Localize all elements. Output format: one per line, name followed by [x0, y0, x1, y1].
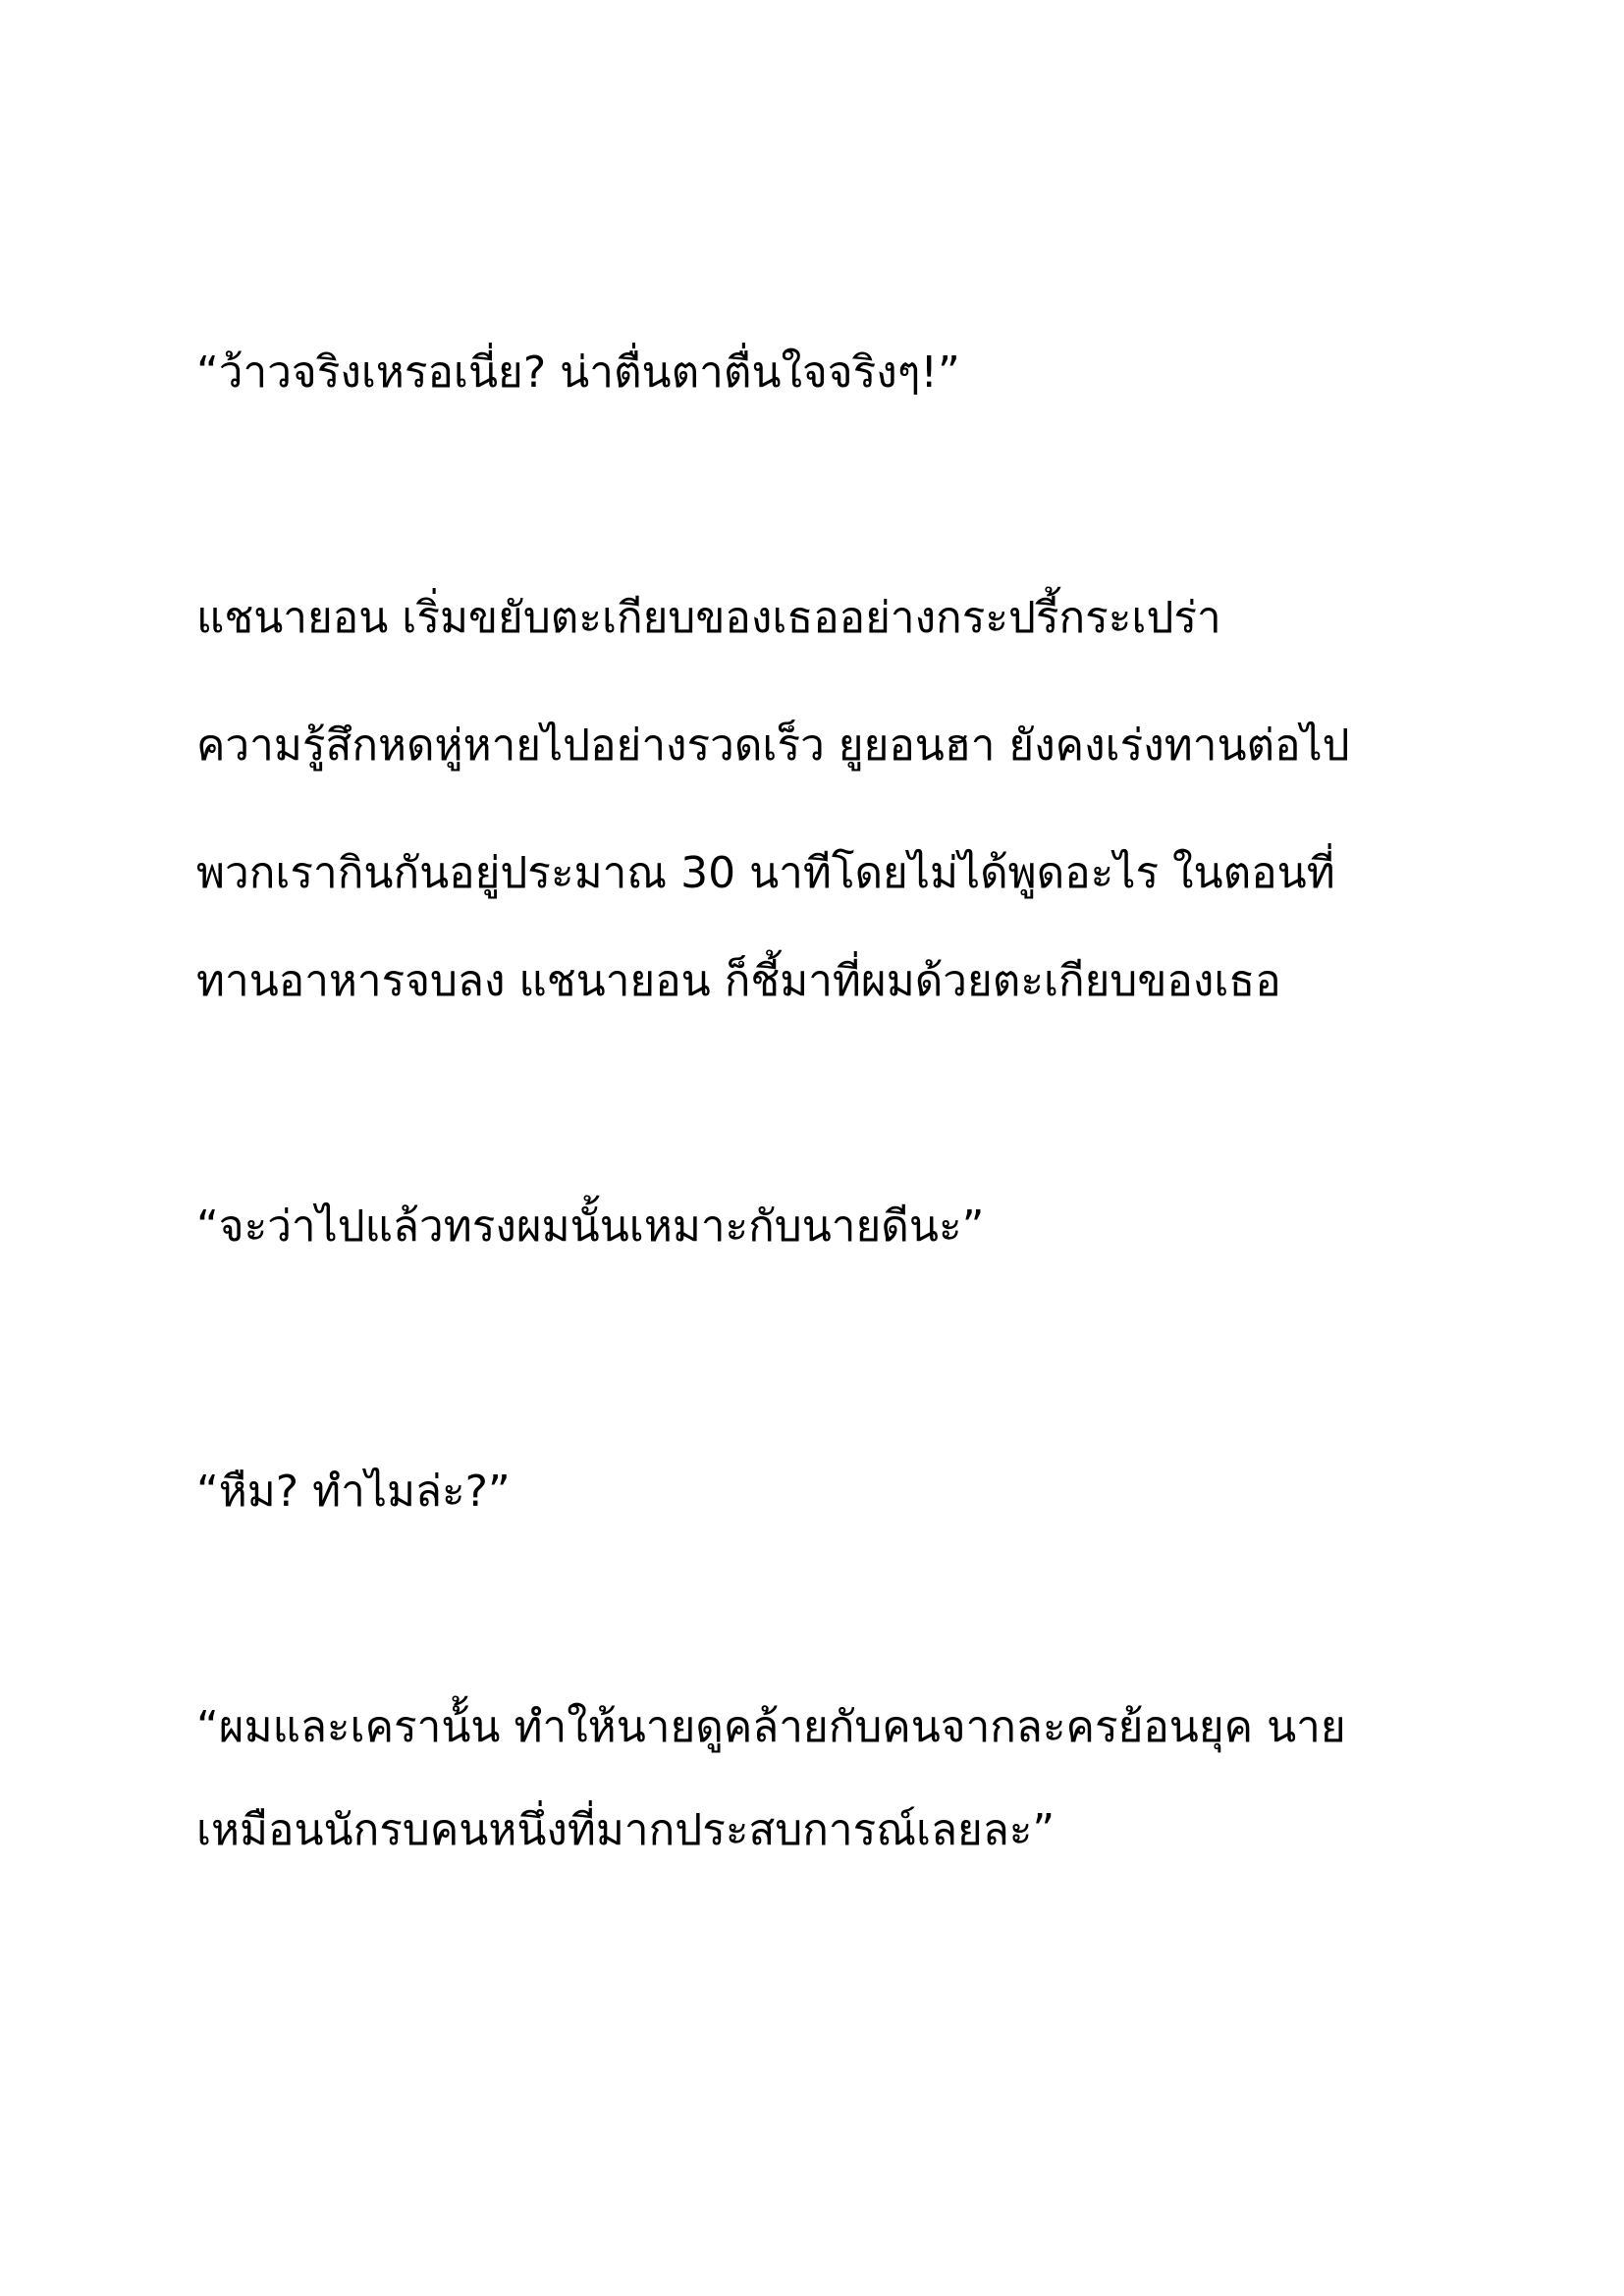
narration-line: พวกเรากินกันอยู่ประมาณ 30 นาทีโดยไม่ได้พูดอะไร ในตอนที่ — [196, 848, 1335, 898]
dialogue-line: “หืม? ทำไมล่ะ?” — [196, 1467, 511, 1517]
dialogue-line: “ผมและเคราน้้น ทำให้นายดูคล้ายกับคนจากละครย้อนยุค นาย — [196, 1702, 1346, 1752]
dialogue-line: “ว้าวจริงเหรอเนี่ย? น่าตื่นตาตื่นใจจริงๆ!” — [196, 347, 960, 398]
narration-line: แชนายอน เริ่มขยับตะเกียบของเธออย่างกระปรี้กระเปร่า — [196, 593, 1221, 643]
narration-line: ความรู้สึกหดหู่หายไปอย่างรวดเร็ว ยูยอนฮา ยังคงเร่งทานต่อไป — [196, 721, 1350, 771]
narration-line: ทานอาหารจบลง แชนายอน ก็ชี้มาที่ผมด้วยตะเกียบของเธอ — [196, 956, 1281, 1006]
dialogue-line: เหมือนนักรบคนหนึ่งที่มากประสบการณ์เลยละ” — [196, 1805, 1056, 1855]
dialogue-line: “จะว่าไปแล้วทรงผมนั้นเหมาะกับนายดีนะ” — [196, 1201, 985, 1252]
